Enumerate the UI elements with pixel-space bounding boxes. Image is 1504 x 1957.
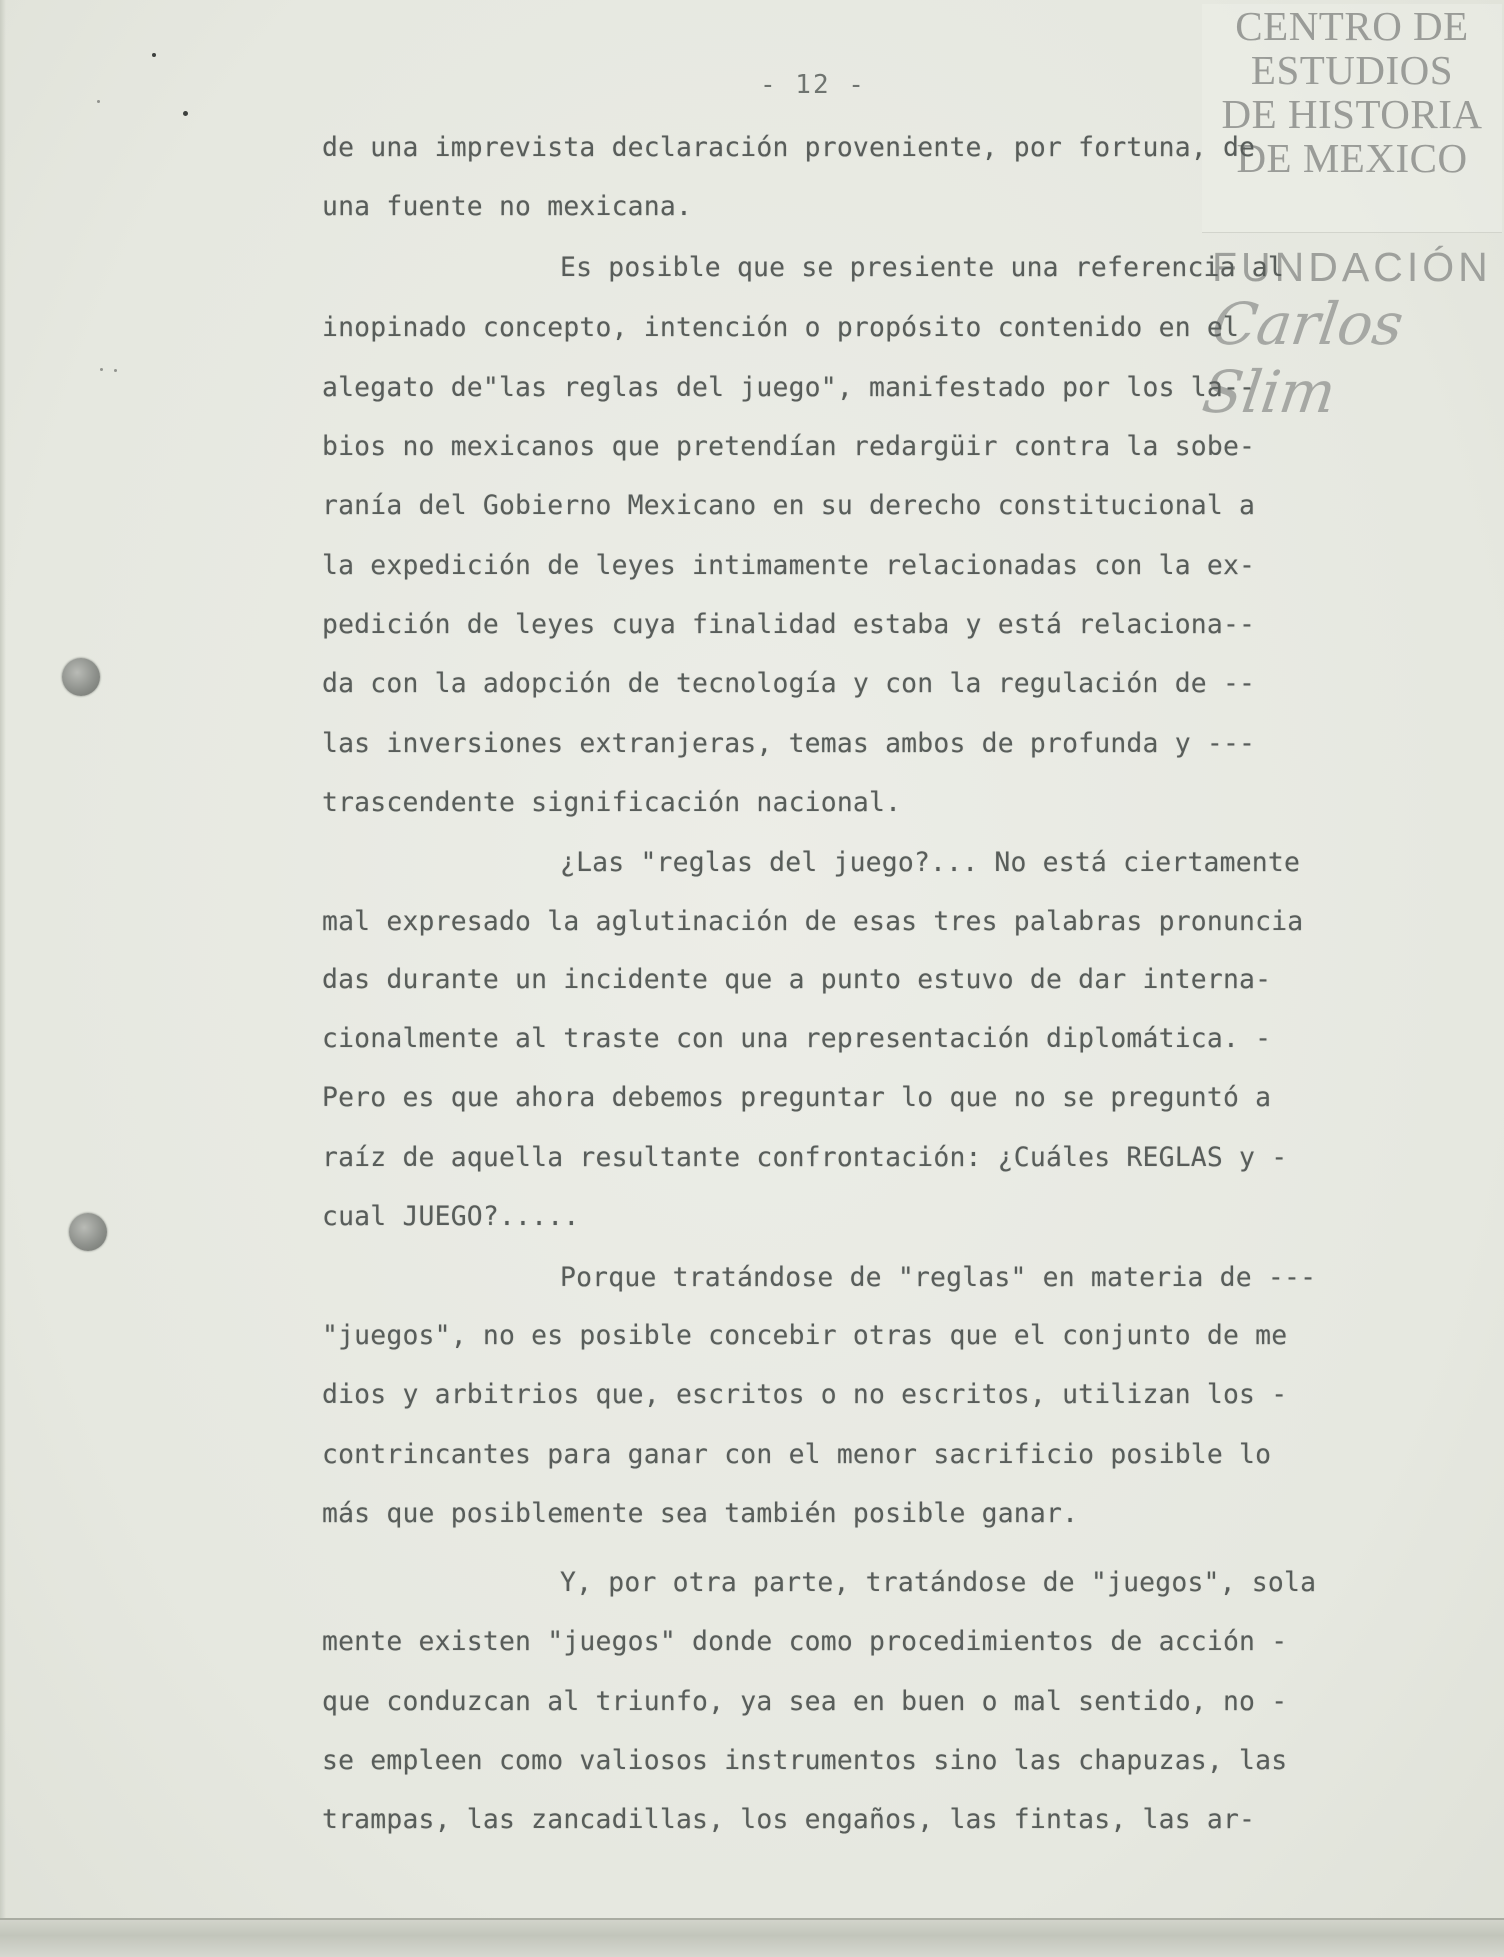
watermark-foundation: FUNDACIÓN (1212, 244, 1492, 290)
ink-speck (152, 53, 156, 57)
text-line: dios y arbitrios que, escritos o no escritos, utilizan los - (322, 1379, 1288, 1410)
text-line: raíz de aquella resultante confrontación: ¿Cuáles REGLAS y - (322, 1142, 1288, 1173)
text-line: bios no mexicanos que pretendían redargüir contra la sobe- (322, 431, 1256, 462)
watermark-line-3: DE HISTORIA (1221, 91, 1483, 137)
text-line: trascendente significación nacional. (322, 787, 902, 818)
text-line: trampas, las zancadillas, los engaños, las fintas, las ar- (322, 1804, 1256, 1835)
text-line: Y, por otra parte, tratándose de "juegos", sola (560, 1567, 1317, 1598)
text-line: ranía del Gobierno Mexicano en su derecho constitucional a (322, 490, 1256, 521)
text-line: cionalmente al traste con una representación diplomática. - (322, 1023, 1272, 1054)
text-line: "juegos", no es posible concebir otras que el conjunto de me (322, 1320, 1288, 1351)
text-line: mente existen "juegos" donde como procedimientos de acción - (322, 1626, 1288, 1657)
punch-hole-lower (69, 1213, 107, 1251)
punch-hole-upper (62, 658, 100, 696)
archive-watermark (1202, 4, 1502, 233)
text-line: inopinado concepto, intención o propósito contenido en el (322, 312, 1240, 343)
watermark-line-4: DE MEXICO (1236, 135, 1468, 181)
text-line: que conduzcan al triunfo, ya sea en buen o mal sentido, no - (322, 1686, 1288, 1717)
text-line: se empleen como valiosos instrumentos sino las chapuzas, las (322, 1745, 1288, 1776)
watermark-line-1: CENTRO DE (1235, 3, 1469, 49)
ink-speck (97, 100, 100, 103)
text-line: Es posible que se presiente una referencia al (560, 252, 1284, 283)
page-left-edge (0, 0, 6, 1957)
text-line: pedición de leyes cuya finalidad estaba y está relaciona-- (322, 609, 1256, 640)
text-line: alegato de"las reglas del juego", manifestado por los la-- (322, 372, 1256, 403)
ink-speck (183, 111, 188, 116)
text-line: de una imprevista declaración proveniente, por fortuna, de (322, 132, 1256, 163)
text-line: da con la adopción de tecnología y con la regulación de -- (322, 668, 1256, 699)
text-line: Pero es que ahora debemos preguntar lo que no se preguntó a (322, 1082, 1272, 1113)
ink-speck (100, 368, 103, 371)
text-line: contrincantes para ganar con el menor sacrificio posible lo (322, 1439, 1272, 1470)
text-line: Porque tratándose de "reglas" en materia de --- (560, 1262, 1317, 1293)
text-line: ¿Las "reglas del juego?... No está ciertamente (560, 847, 1301, 878)
text-line: cual JUEGO?..... (322, 1201, 580, 1232)
text-line: la expedición de leyes intimamente relacionadas con la ex- (322, 550, 1256, 581)
page-number: - 12 - (760, 70, 866, 100)
watermark-signature: Carlos Slim (1198, 290, 1408, 426)
text-line: das durante un incidente que a punto estuvo de dar interna- (322, 964, 1272, 995)
text-line: mal expresado la aglutinación de esas tres palabras pronuncia (322, 906, 1304, 937)
ink-speck (114, 369, 117, 372)
text-line: las inversiones extranjeras, temas ambos de profunda y --- (322, 728, 1256, 759)
page-bottom-edge (0, 1918, 1504, 1957)
watermark-line-2: ESTUDIOS (1250, 47, 1454, 93)
text-line: más que posiblemente sea también posible ganar. (322, 1498, 1079, 1529)
text-line: una fuente no mexicana. (322, 191, 693, 222)
